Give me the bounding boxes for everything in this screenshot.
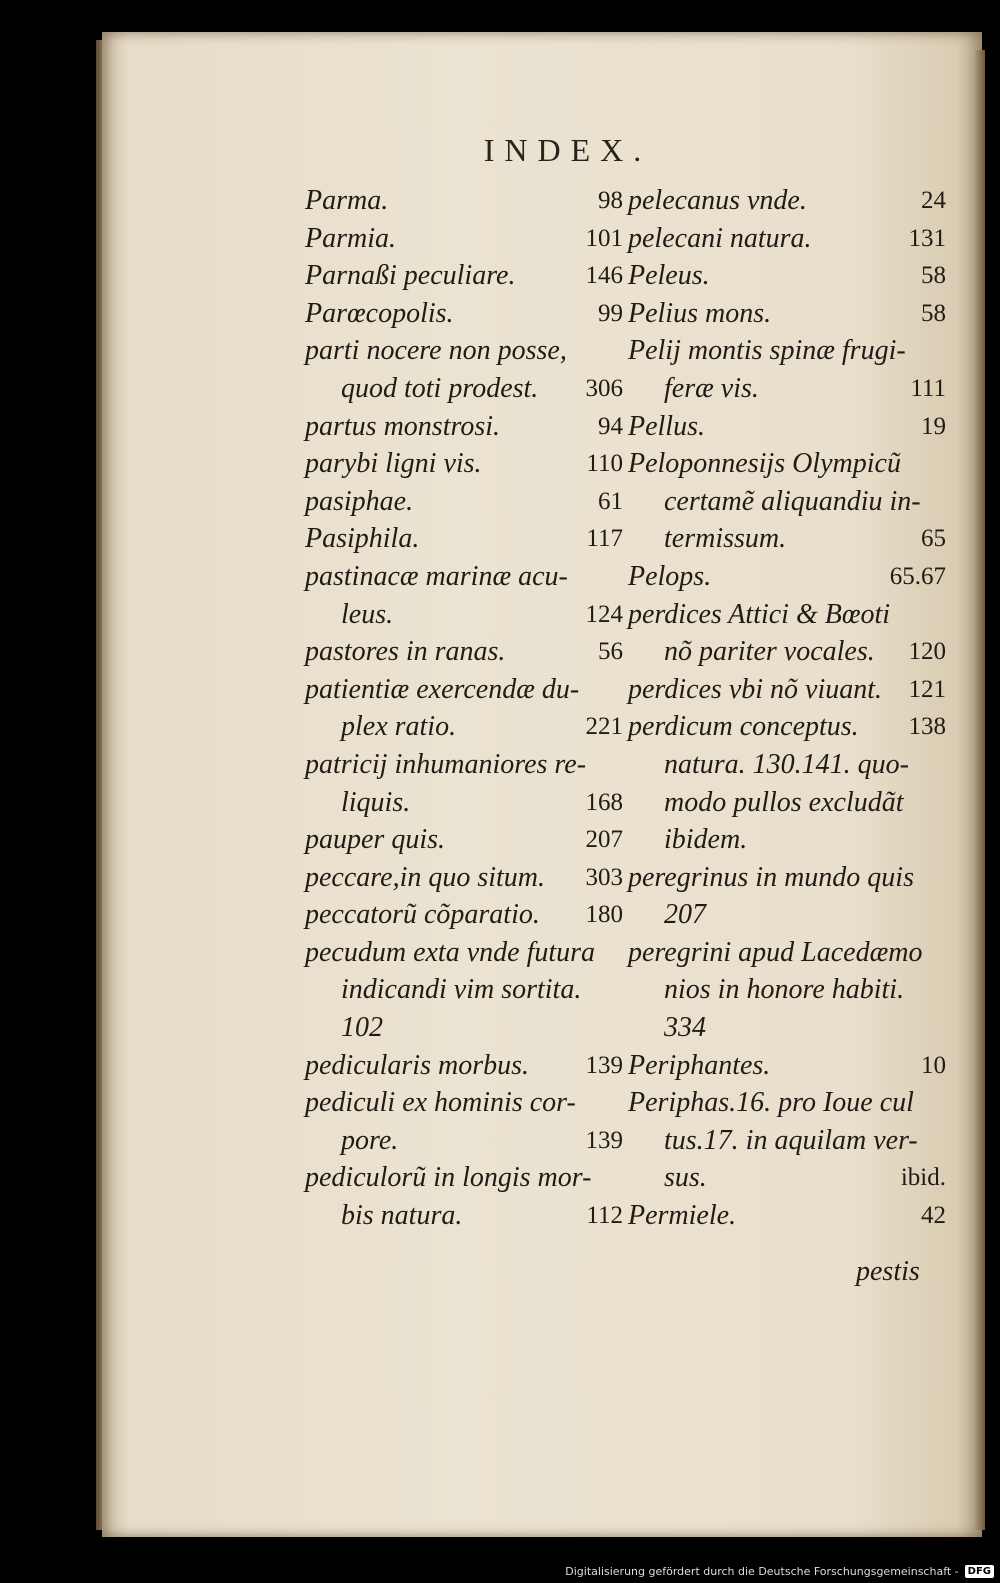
entry-line: [305, 182, 623, 220]
entry-line: [628, 596, 946, 634]
page-number: 168: [585, 788, 623, 816]
entry-line: [628, 182, 946, 220]
index-entry: [305, 182, 623, 220]
entry-line: [628, 971, 946, 1009]
page-number: 24: [921, 187, 946, 214]
page-number: 146: [585, 262, 623, 290]
index-column-left: [305, 182, 623, 1235]
page-number: ibid.: [900, 1164, 946, 1192]
entry-text: Permiele.: [628, 1200, 737, 1232]
entry-line: [305, 896, 623, 934]
entry-text: perdices Attici & Bœoti: [628, 598, 891, 630]
entry-text: tus.17. in aquilam ver-: [664, 1124, 918, 1156]
index-entry: [305, 633, 623, 671]
entry-line: [305, 746, 623, 784]
index-entry: [305, 295, 623, 333]
index-entry: [628, 1197, 946, 1235]
index-entry: [305, 520, 623, 558]
page-number: 121: [908, 675, 946, 703]
page-number: 131: [908, 224, 946, 252]
entry-text: leus.: [341, 598, 394, 630]
entry-line: [628, 671, 946, 709]
entry-line: [628, 1122, 946, 1160]
entry-line: [628, 257, 946, 295]
index-entry: [628, 445, 946, 558]
entry-line: [305, 295, 623, 333]
entry-text: pelecanus vnde.: [628, 185, 807, 216]
page-number: 94: [598, 412, 623, 440]
entry-line: [628, 1009, 946, 1047]
page-number: 56: [598, 638, 623, 666]
entry-text: parti nocere non posse,: [305, 335, 567, 367]
entry-text: nios in honore habiti.: [664, 974, 905, 1006]
entry-text: pauper quis.: [305, 824, 445, 856]
entry-line: [305, 1047, 623, 1085]
page-header: INDEX.: [483, 132, 652, 168]
entry-line: [305, 1084, 623, 1122]
catchword: pestis: [856, 1256, 920, 1287]
page-number: 101: [585, 224, 623, 252]
entry-text: Pelius mons.: [628, 297, 772, 329]
page-number: 124: [585, 600, 623, 628]
entry-text: natura. 130.141. quo-: [664, 748, 909, 780]
entry-text: Parnaßi peculiare.: [305, 260, 516, 292]
entry-line: [628, 1084, 946, 1122]
index-entry: [628, 332, 946, 407]
entry-text: Parmia.: [305, 222, 396, 254]
entry-text: perdicum conceptus.: [628, 711, 859, 743]
entry-text: 102: [341, 1012, 383, 1044]
entry-line: [305, 708, 623, 746]
entry-line: [628, 633, 946, 671]
entry-text: peccatorũ cõparatio.: [305, 899, 540, 931]
index-entry: [305, 332, 623, 407]
index-entry: [628, 1084, 946, 1197]
entry-line: [628, 370, 946, 408]
entry-line: [628, 558, 946, 596]
index-entry: [305, 257, 623, 295]
entry-text: pastinacæ marinæ acu-: [305, 560, 568, 592]
entry-line: [305, 332, 623, 370]
index-entry: [305, 1159, 623, 1234]
entry-text: 334: [664, 1012, 706, 1044]
entry-line: [628, 520, 946, 558]
entry-text: Parma.: [305, 185, 389, 216]
entry-line: [628, 1047, 946, 1085]
index-entry: [305, 1084, 623, 1159]
index-entry: [628, 257, 946, 295]
index-entry: [305, 1047, 623, 1085]
entry-text: ibidem.: [664, 824, 748, 856]
entry-text: termissum.: [664, 523, 787, 555]
entry-text: pore.: [341, 1124, 399, 1156]
entry-line: [305, 1159, 623, 1197]
entry-line: [305, 971, 623, 1009]
entry-text: perdices vbi nõ viuant.: [628, 673, 883, 705]
index-entry: [305, 483, 623, 521]
index-entry: [628, 859, 946, 934]
entry-line: [628, 1159, 946, 1197]
page-number: 112: [586, 1202, 623, 1230]
entry-text: 207: [664, 899, 706, 931]
entry-text: bis natura.: [341, 1200, 463, 1232]
entry-line: [628, 784, 946, 822]
entry-text: Periphantes.: [628, 1049, 771, 1081]
page-number: 61: [598, 487, 623, 515]
index-column-right: [628, 182, 946, 1235]
entry-text: Peloponnesijs Olympicũ: [628, 448, 901, 480]
index-entry: [628, 295, 946, 333]
page-number: 306: [585, 374, 623, 402]
page-number: 221: [585, 713, 623, 741]
dfg-logo[interactable]: DFG: [965, 1565, 994, 1578]
page-number: 180: [585, 901, 623, 929]
page-number: 110: [586, 450, 623, 478]
entry-line: [305, 1009, 623, 1047]
entry-text: patricij inhumaniores re-: [305, 748, 587, 780]
entry-text: quod toti prodest.: [341, 372, 539, 404]
entry-line: [628, 1197, 946, 1235]
entry-line: [305, 558, 623, 596]
entry-line: [628, 708, 946, 746]
entry-text: patientiæ exercendæ du-: [305, 673, 580, 705]
entry-text: Pelij montis spinæ frugi-: [628, 335, 906, 367]
entry-line: [305, 408, 623, 446]
page-number: 139: [585, 1051, 623, 1079]
page-number: 99: [598, 299, 623, 327]
index-entry: [305, 671, 623, 746]
entry-line: [305, 257, 623, 295]
entry-text: pastores in ranas.: [305, 636, 506, 668]
entry-line: [305, 859, 623, 897]
entry-line: [628, 896, 946, 934]
entry-line: [305, 370, 623, 408]
page-right-edge: [975, 50, 985, 1530]
index-entry: [305, 896, 623, 934]
page-number: 42: [921, 1202, 946, 1230]
index-entry: [628, 708, 946, 858]
page-number: 117: [586, 525, 623, 553]
index-entry: [305, 558, 623, 633]
index-entry: [628, 596, 946, 671]
entry-line: [628, 483, 946, 521]
footer-text: Digitalisierung gefördert durch die Deutsche Forschungsgemeinschaft -: [565, 1564, 959, 1578]
entry-text: modo pullos excludãt: [664, 786, 904, 818]
page-number: 138: [908, 713, 946, 741]
entry-text: indicandi vim sortita.: [341, 974, 582, 1006]
index-entry: [628, 934, 946, 1047]
entry-line: [305, 1197, 623, 1235]
page-number: 65: [921, 525, 946, 553]
entry-line: [628, 859, 946, 897]
entry-line: [628, 821, 946, 859]
entry-text: pelecani natura.: [628, 222, 812, 254]
entry-text: sus.: [664, 1162, 707, 1194]
entry-text: plex ratio.: [341, 711, 457, 743]
digitization-footer: [565, 1561, 994, 1581]
index-entry: [628, 1047, 946, 1085]
page-number: 58: [921, 299, 946, 327]
entry-text: Pasiphila.: [305, 523, 420, 555]
index-entry: [628, 220, 946, 258]
entry-text: parybi ligni vis.: [305, 448, 482, 480]
index-entry: [305, 859, 623, 897]
entry-line: [628, 445, 946, 483]
index-entry: [305, 746, 623, 821]
page-number: 19: [921, 412, 946, 440]
entry-text: Pellus.: [628, 410, 705, 442]
entry-text: Peleus.: [628, 260, 710, 292]
index-entry: [628, 671, 946, 709]
entry-text: pasiphae.: [305, 485, 414, 517]
page-number: 120: [908, 638, 946, 666]
entry-line: [305, 596, 623, 634]
entry-text: Pelops.: [628, 560, 712, 592]
entry-line: [305, 784, 623, 822]
entry-text: peccare,in quo situm.: [305, 861, 546, 893]
page-number: 303: [585, 863, 623, 891]
entry-text: Parœcopolis.: [305, 297, 454, 329]
entry-text: certamẽ aliquandiu in-: [664, 485, 921, 517]
entry-line: [305, 934, 623, 972]
index-entry: [305, 220, 623, 258]
entry-text: Periphas.16. pro Ioue cul: [628, 1087, 914, 1119]
page-number: 98: [598, 187, 623, 214]
entry-text: liquis.: [341, 786, 411, 818]
page-number: 58: [921, 262, 946, 290]
entry-line: [305, 483, 623, 521]
entry-text: pecudum exta vnde futura: [305, 936, 596, 968]
index-entry: [628, 558, 946, 596]
entry-line: [628, 746, 946, 784]
entry-line: [305, 1122, 623, 1160]
page-number: 111: [910, 374, 946, 402]
index-entry: [305, 821, 623, 859]
entry-text: feræ vis.: [664, 372, 759, 404]
entry-line: [305, 821, 623, 859]
page-number: 65.67: [889, 562, 946, 590]
entry-line: [628, 220, 946, 258]
index-entry: [628, 182, 946, 220]
entry-text: partus monstrosi.: [305, 410, 501, 442]
index-entry: [305, 408, 623, 446]
entry-text: peregrini apud Lacedæmo: [628, 936, 923, 968]
entry-line: [305, 671, 623, 709]
entry-line: [628, 332, 946, 370]
entry-line: [305, 520, 623, 558]
index-entry: [628, 408, 946, 446]
entry-line: [628, 934, 946, 972]
entry-line: [305, 445, 623, 483]
entry-line: [628, 295, 946, 333]
page-number: 139: [585, 1126, 623, 1154]
entry-text: pedicularis morbus.: [305, 1049, 529, 1081]
entry-text: nõ pariter vocales.: [664, 636, 875, 668]
entry-line: [305, 220, 623, 258]
index-entry: [305, 934, 623, 1047]
entry-text: pediculorũ in longis mor-: [305, 1162, 592, 1194]
entry-line: [628, 408, 946, 446]
page-number: 10: [921, 1051, 946, 1079]
entry-text: pediculi ex hominis cor-: [305, 1087, 576, 1119]
entry-text: peregrinus in mundo quis: [628, 861, 914, 893]
entry-line: [305, 633, 623, 671]
index-entry: [305, 445, 623, 483]
page-number: 207: [585, 826, 623, 854]
